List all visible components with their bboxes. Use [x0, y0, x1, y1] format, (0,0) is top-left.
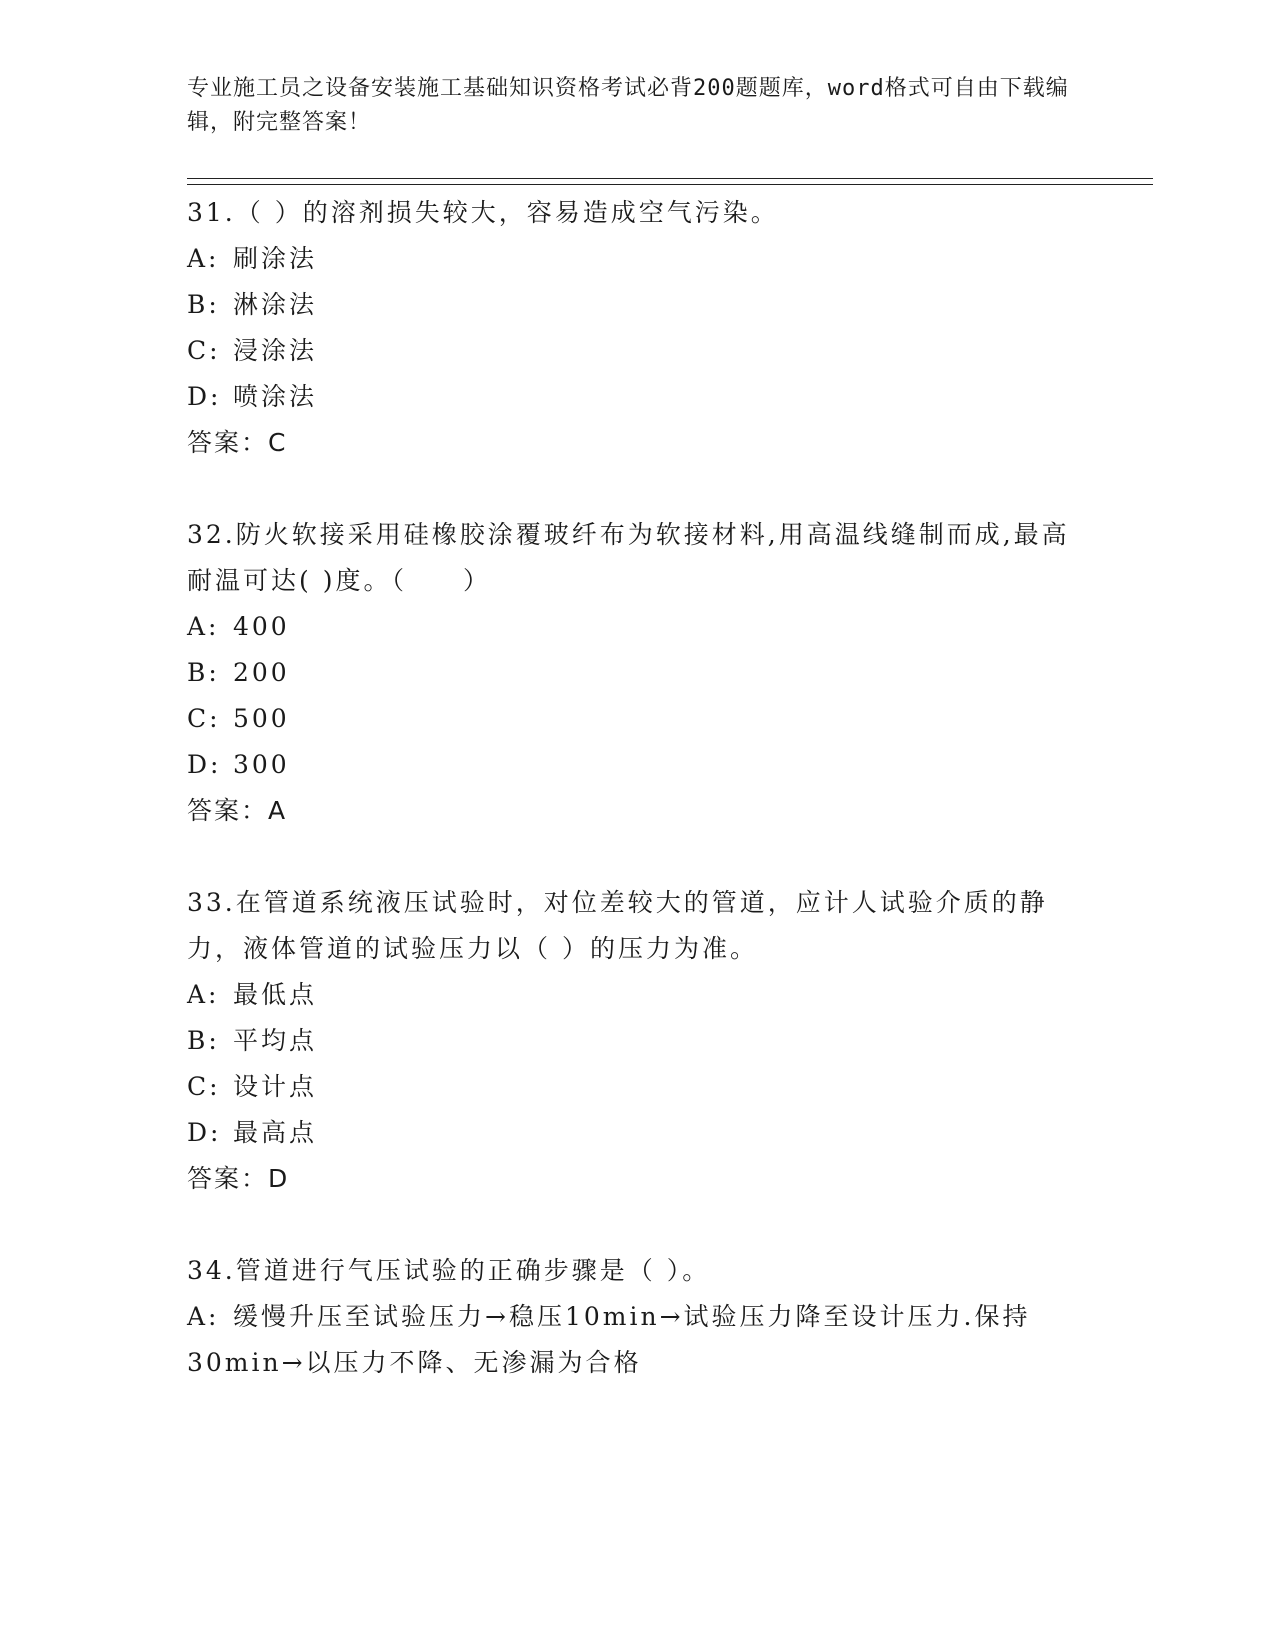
option-letter: A: [187, 244, 220, 273]
option-a [187, 604, 1087, 650]
option-d [187, 1110, 1087, 1156]
question-33 [187, 880, 1087, 1202]
option-text: 设计点 [233, 1072, 318, 1101]
option-letter: B: [187, 658, 220, 687]
option-c [187, 696, 1087, 742]
answer-line: 答案：A [187, 796, 288, 825]
option-letter: A: [187, 1302, 220, 1331]
option-b [187, 1018, 1087, 1064]
question-32 [187, 512, 1087, 834]
answer-line: 答案：D [187, 1164, 290, 1193]
option-text: 淋涂法 [233, 290, 318, 319]
option-text: 最高点 [233, 1118, 318, 1147]
option-text: 400 [233, 612, 290, 641]
option-a [187, 1294, 1087, 1386]
option-letter: A: [187, 980, 220, 1009]
option-letter: C: [187, 1072, 221, 1101]
question-list [187, 190, 1087, 1432]
question-34 [187, 1248, 1087, 1386]
question-stem: 31.（ ）的溶剂损失较大，容易造成空气污染。 [187, 198, 779, 227]
option-letter: D: [187, 1118, 222, 1147]
option-letter: B: [187, 1026, 220, 1055]
header-rule-top [187, 178, 1153, 179]
option-text: 200 [233, 658, 290, 687]
option-text: 喷涂法 [233, 382, 318, 411]
option-letter: B: [187, 290, 220, 319]
option-letter: C: [187, 704, 221, 733]
option-text: 浸涂法 [233, 336, 318, 365]
option-text: 缓慢升压至试验压力→稳压10min→试验压力降至设计压力.保持30min→以压力不降、无渗漏为合格 [187, 1302, 1031, 1377]
option-a [187, 236, 1087, 282]
option-b [187, 282, 1087, 328]
document-header: 专业施工员之设备安装施工基础知识资格考试必背200题题库，word格式可自由下载编辑，附完整答案！ [187, 76, 1069, 135]
option-d [187, 374, 1087, 420]
option-a [187, 972, 1087, 1018]
question-31 [187, 190, 1087, 466]
option-letter: C: [187, 336, 221, 365]
option-text: 500 [233, 704, 290, 733]
option-text: 最低点 [233, 980, 318, 1009]
question-stem: 33.在管道系统液压试验时，对位差较大的管道，应计人试验介质的静力，液体管道的试验压力以（ ）的压力为准。 [187, 888, 1048, 963]
question-stem: 34.管道进行气压试验的正确步骤是（ ）。 [187, 1256, 711, 1285]
option-text: 刷涂法 [233, 244, 318, 273]
option-d [187, 742, 1087, 788]
question-stem: 32.防火软接采用硅橡胶涂覆玻纤布为软接材料,用高温线缝制而成,最高耐温可达( )度。（ ） [187, 520, 1070, 595]
option-c [187, 328, 1087, 374]
option-text: 平均点 [233, 1026, 318, 1055]
option-text: 300 [233, 750, 290, 779]
option-letter: D: [187, 382, 222, 411]
option-letter: A: [187, 612, 220, 641]
option-c [187, 1064, 1087, 1110]
header-rule-bottom [187, 184, 1153, 185]
answer-line: 答案：C [187, 428, 288, 457]
option-b [187, 650, 1087, 696]
option-letter: D: [187, 750, 222, 779]
